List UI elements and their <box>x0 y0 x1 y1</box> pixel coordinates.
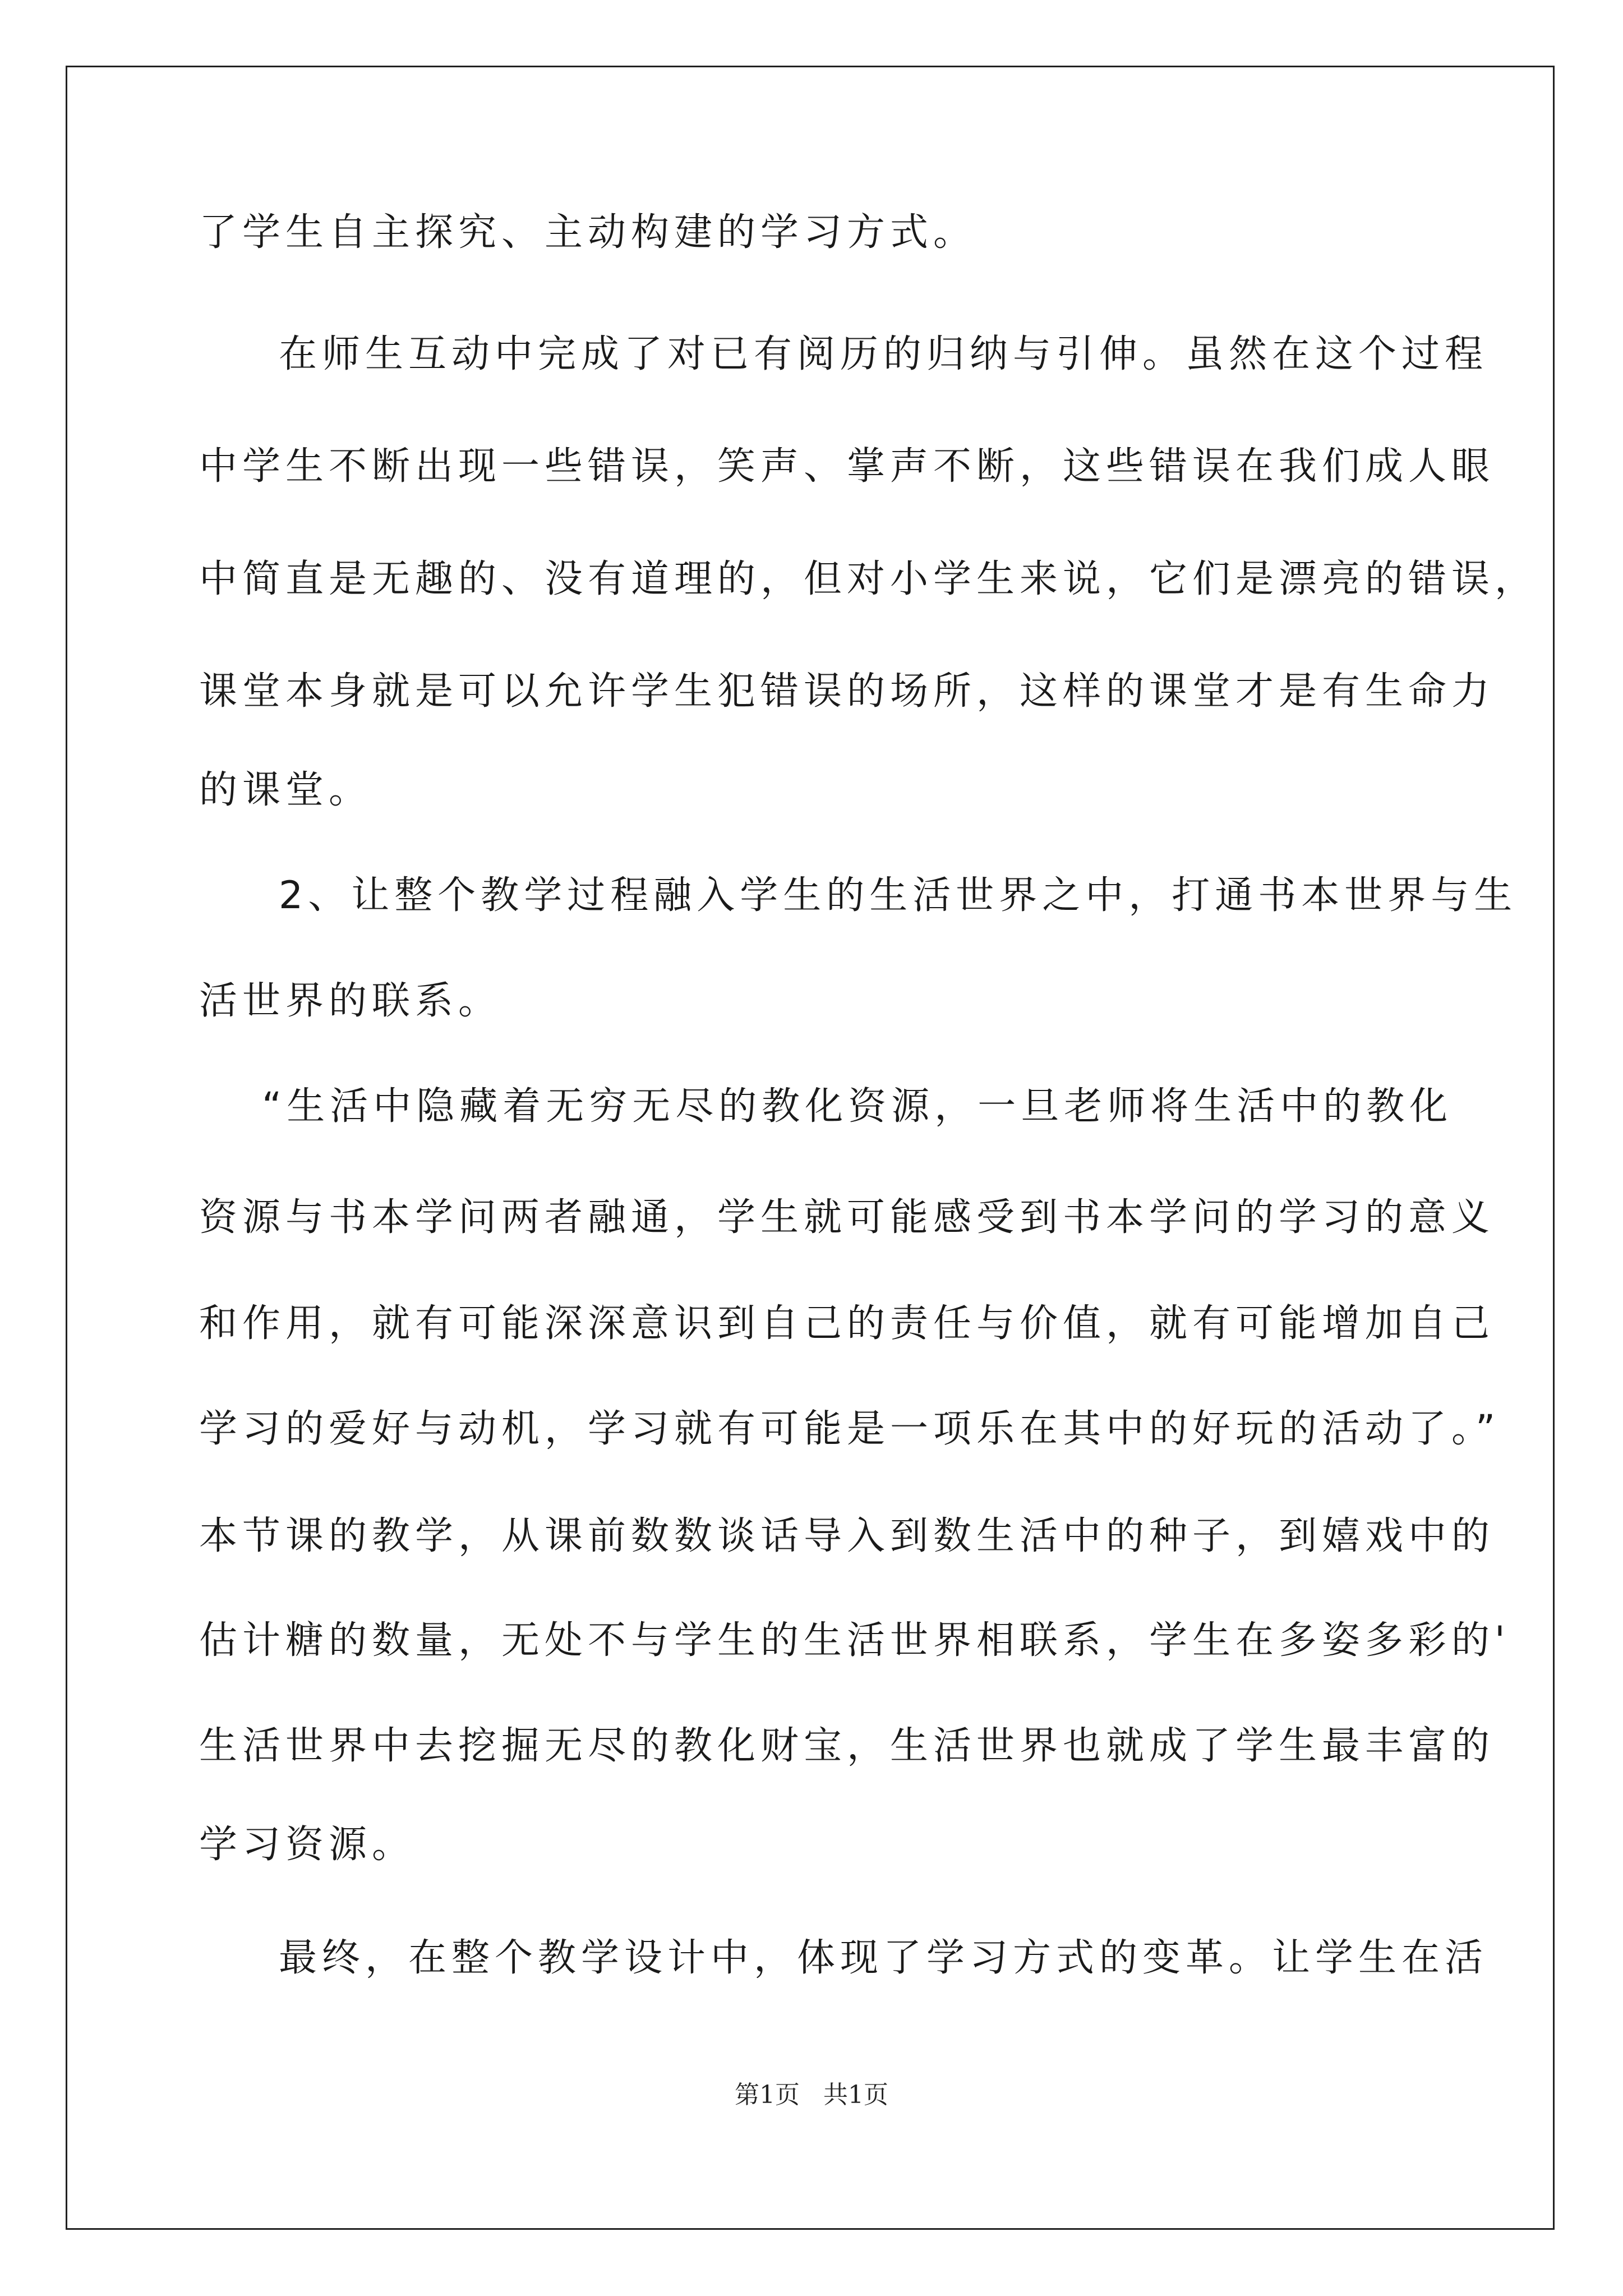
text-line: 最终，在整个教学设计中，体现了学习方式的变革。让学生在活 <box>279 1936 1488 1980</box>
text-line: 资源与书本学问两者融通，学生就可能感受到书本学问的学习的意义 <box>199 1195 1495 1240</box>
text-line: 学习的爱好与动机，学习就有可能是一项乐在其中的好玩的活动了。” <box>199 1407 1501 1451</box>
text-line: 学习资源。 <box>199 1823 416 1867</box>
text-line: 2、让整个教学过程融入学生的生活世界之中，打通书本世界与生 <box>279 873 1518 918</box>
text-line: 活世界的联系。 <box>199 979 502 1023</box>
text-line: 本节课的教学，从课前数数谈话导入到数生活中的种子，到嬉戏中的 <box>199 1514 1495 1558</box>
text-line: 了学生自主探究、主动构建的学习方式。 <box>199 210 977 255</box>
text-line: 的课堂。 <box>199 768 372 812</box>
text-line: 和作用，就有可能深深意识到自己的责任与价值，就有可能增加自己 <box>199 1301 1495 1346</box>
text-line: 估计糖的数量，无处不与学生的生活世界相联系，学生在多姿多彩的' <box>199 1618 1510 1663</box>
page-border <box>66 66 1555 2230</box>
text-line: 在师生互动中完成了对已有阅历的归纳与引伸。虽然在这个过程 <box>279 332 1488 376</box>
text-line: 中简直是无趣的、没有道理的，但对小学生来说，它们是漂亮的错误， <box>199 557 1538 601</box>
text-line: 中学生不断出现一些错误，笑声、掌声不断，这些错误在我们成人眼 <box>199 444 1495 489</box>
page-footer: 第1页 共1页 <box>735 2081 888 2109</box>
text-line: 课堂本身就是可以允许学生犯错误的场所，这样的课堂才是有生命力 <box>199 669 1495 714</box>
text-line: “生活中隐藏着无穷无尽的教化资源，一旦老师将生活中的教化 <box>262 1084 1453 1129</box>
text-line: 生活世界中去挖掘无尽的教化财宝，生活世界也就成了学生最丰富的 <box>199 1724 1495 1768</box>
